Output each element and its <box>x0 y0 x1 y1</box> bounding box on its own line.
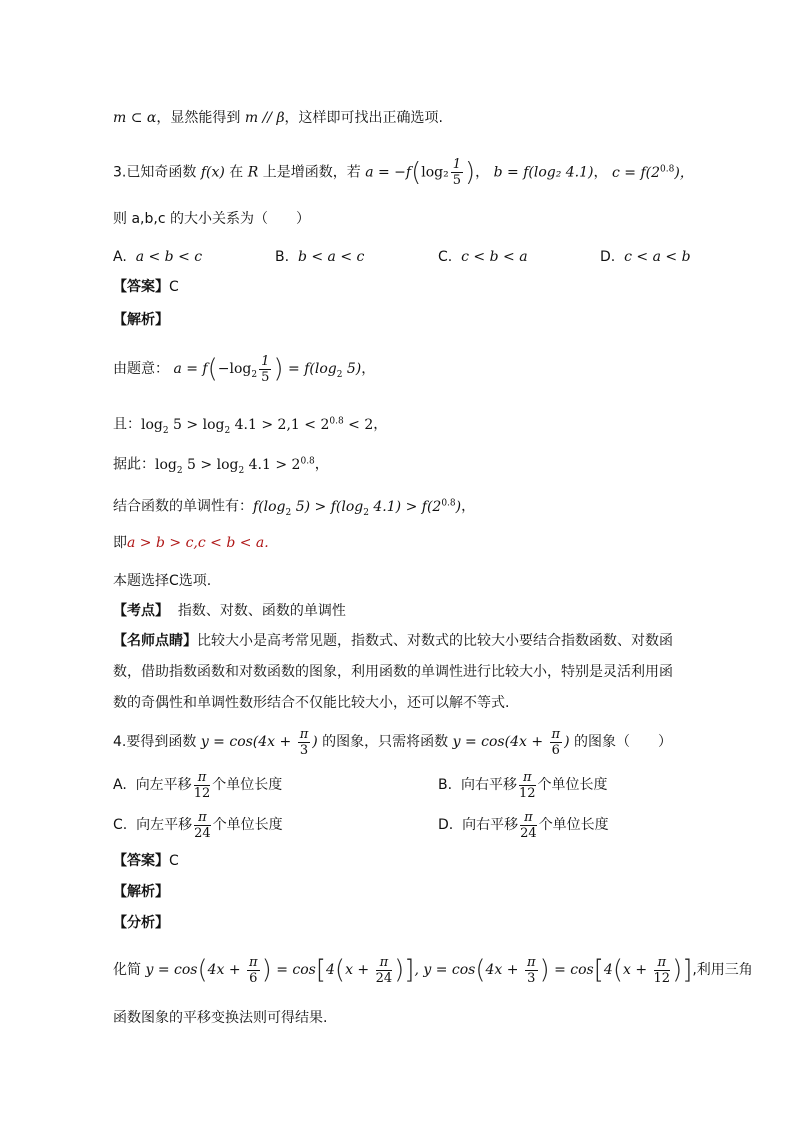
question-4-stem: 4.要得到函数 y = cos(4x + $\frac{\pi}{3}$ ) 的图象，只需将函数 y = cos(4x + $\frac{\pi}{6}$ ) 的图象（ ） <box>113 726 672 758</box>
math-expression: R <box>247 164 259 181</box>
solution-step-5: 即a > b > c,c < b < a. <box>113 535 269 551</box>
option-c[interactable]: C. 向左平移 $\frac{\pi}{24}$ 个单位长度 <box>113 809 283 841</box>
option-text: b < a < c <box>297 249 365 265</box>
math-expression: m // β <box>244 110 285 126</box>
solution-step-4: 结合函数的单调性有：$f(\log_2$ $5) > f(\log_2$ $4.1) > f(2^{0.8})$， <box>113 498 476 518</box>
solution-step-2: 且：$\log_2 5 > \log_2 4.1 > 2,1 < 2^{0.8} < 2$， <box>113 416 388 436</box>
analysis-label: 【解析】 <box>113 884 169 900</box>
simplify-line: 化简 y = cos(4x + $\frac{\pi}{6}$ ) = cos[4(x + $\frac{\pi}{24}$ )], y = cos(4x + $\frac{\pi}{3}$ ) = cos[4(x + $\frac{\pi}{12}$ )],利用三角 <box>113 954 753 986</box>
answer-line: 【答案】C <box>113 853 179 869</box>
math-expression: a = f <box>173 361 208 377</box>
option-d[interactable]: D. c < a < b <box>600 249 691 265</box>
fraction: $\frac{1}{5}$ <box>452 157 461 189</box>
question-text: 3.已知奇函数 <box>113 164 197 181</box>
answer-line <box>113 276 179 298</box>
analysis-label: 【解析】 <box>113 312 169 328</box>
math-expression: y = cos(4x + <box>200 734 296 750</box>
math-expression: b = f(log₂ 4.1) <box>493 164 594 181</box>
option-b[interactable]: B. b < a < c <box>275 249 365 265</box>
mingshi-line-1: 【名师点睛】比较大小是高考常见题，指数式、对数式的比较大小要结合指数函数、对数函 <box>113 633 673 649</box>
option-b[interactable]: B. 向右平移 $\frac{\pi}{12}$ 个单位长度 <box>438 769 608 801</box>
math-expression: $f(\log_2$ $5) > f(\log_2$ $4.1) > f(2^{0.8})$ <box>253 498 462 518</box>
answer-label: 【答案】 <box>113 279 169 295</box>
math-expression: f(x) <box>200 164 225 181</box>
solution-step-1: 由题意： $a = f(-\log_2$ $\frac{1}{5}$ ) = $f(\log_2$ 5)， <box>113 353 376 385</box>
text-line: m ⊂ α，显然能得到 m // β，这样即可找出正确选项. <box>113 110 443 126</box>
option-text: c < b < a <box>461 249 528 265</box>
question-3-stem-line2 <box>113 208 310 230</box>
math-expression: $\log_2 5 > \log_2 4.1 > 2,1 < 2^{0.8} < 2$ <box>141 416 374 436</box>
option-text: a < b < c <box>135 249 203 265</box>
fenxi-label: 【分析】 <box>113 915 169 931</box>
math-expression: y = cos(4x + <box>452 734 548 750</box>
option-c[interactable]: C. c < b < a <box>438 249 528 265</box>
question-text: 上是增函数，若 <box>262 164 361 181</box>
option-a[interactable]: A. a < b < c <box>113 249 203 265</box>
conclusion: 本题选择C选项. <box>113 573 212 589</box>
math-expression: $c = f(2^{0.8})$， <box>611 164 694 181</box>
question-text: 在 <box>229 164 244 181</box>
option-a[interactable]: A. 向左平移 $\frac{\pi}{12}$ 个单位长度 <box>113 769 283 801</box>
math-expression: a > b > c,c < b < a. <box>127 535 269 551</box>
math-expression: a = −f <box>365 164 412 181</box>
last-line: 函数图象的平移变换法则可得结果. <box>113 1010 328 1026</box>
math-expression: y = cos <box>145 962 198 978</box>
math-expression: log₂ <box>421 164 449 181</box>
mingshi-line-3: 数的奇偶性和单调性数形结合不仅能比较大小，还可以解不等式. <box>113 695 510 711</box>
answer-value: C <box>169 279 179 295</box>
math-expression: m ⊂ α <box>113 110 157 126</box>
mingshi-line-2: 数，借助指数函数和对数函数的图象，利用函数的单调性进行比较大小，特别是灵活利用函 <box>113 664 673 680</box>
solution-step-3: 据此：$\log_2 5 > \log_2 4.1 > 2^{0.8}$， <box>113 456 329 476</box>
question-text: 则 a,b,c 的大小关系为（ ） <box>113 211 310 227</box>
question-3-stem: 3.已知奇函数 f(x) 在 R 上是增函数，若 a = −f(log₂ $\frac{1}{5}$ )， b = f(log₂ 4.1)， $c = f(2^{0.8})$， <box>113 157 694 189</box>
option-text: c < a < b <box>624 249 691 265</box>
kaodian-line: 【考点】 指数、对数、函数的单调性 <box>113 603 346 619</box>
option-d[interactable]: D. 向右平移 $\frac{\pi}{24}$ 个单位长度 <box>438 809 609 841</box>
math-expression: $\log_2 5 > \log_2 4.1 > 2^{0.8}$ <box>155 456 315 476</box>
